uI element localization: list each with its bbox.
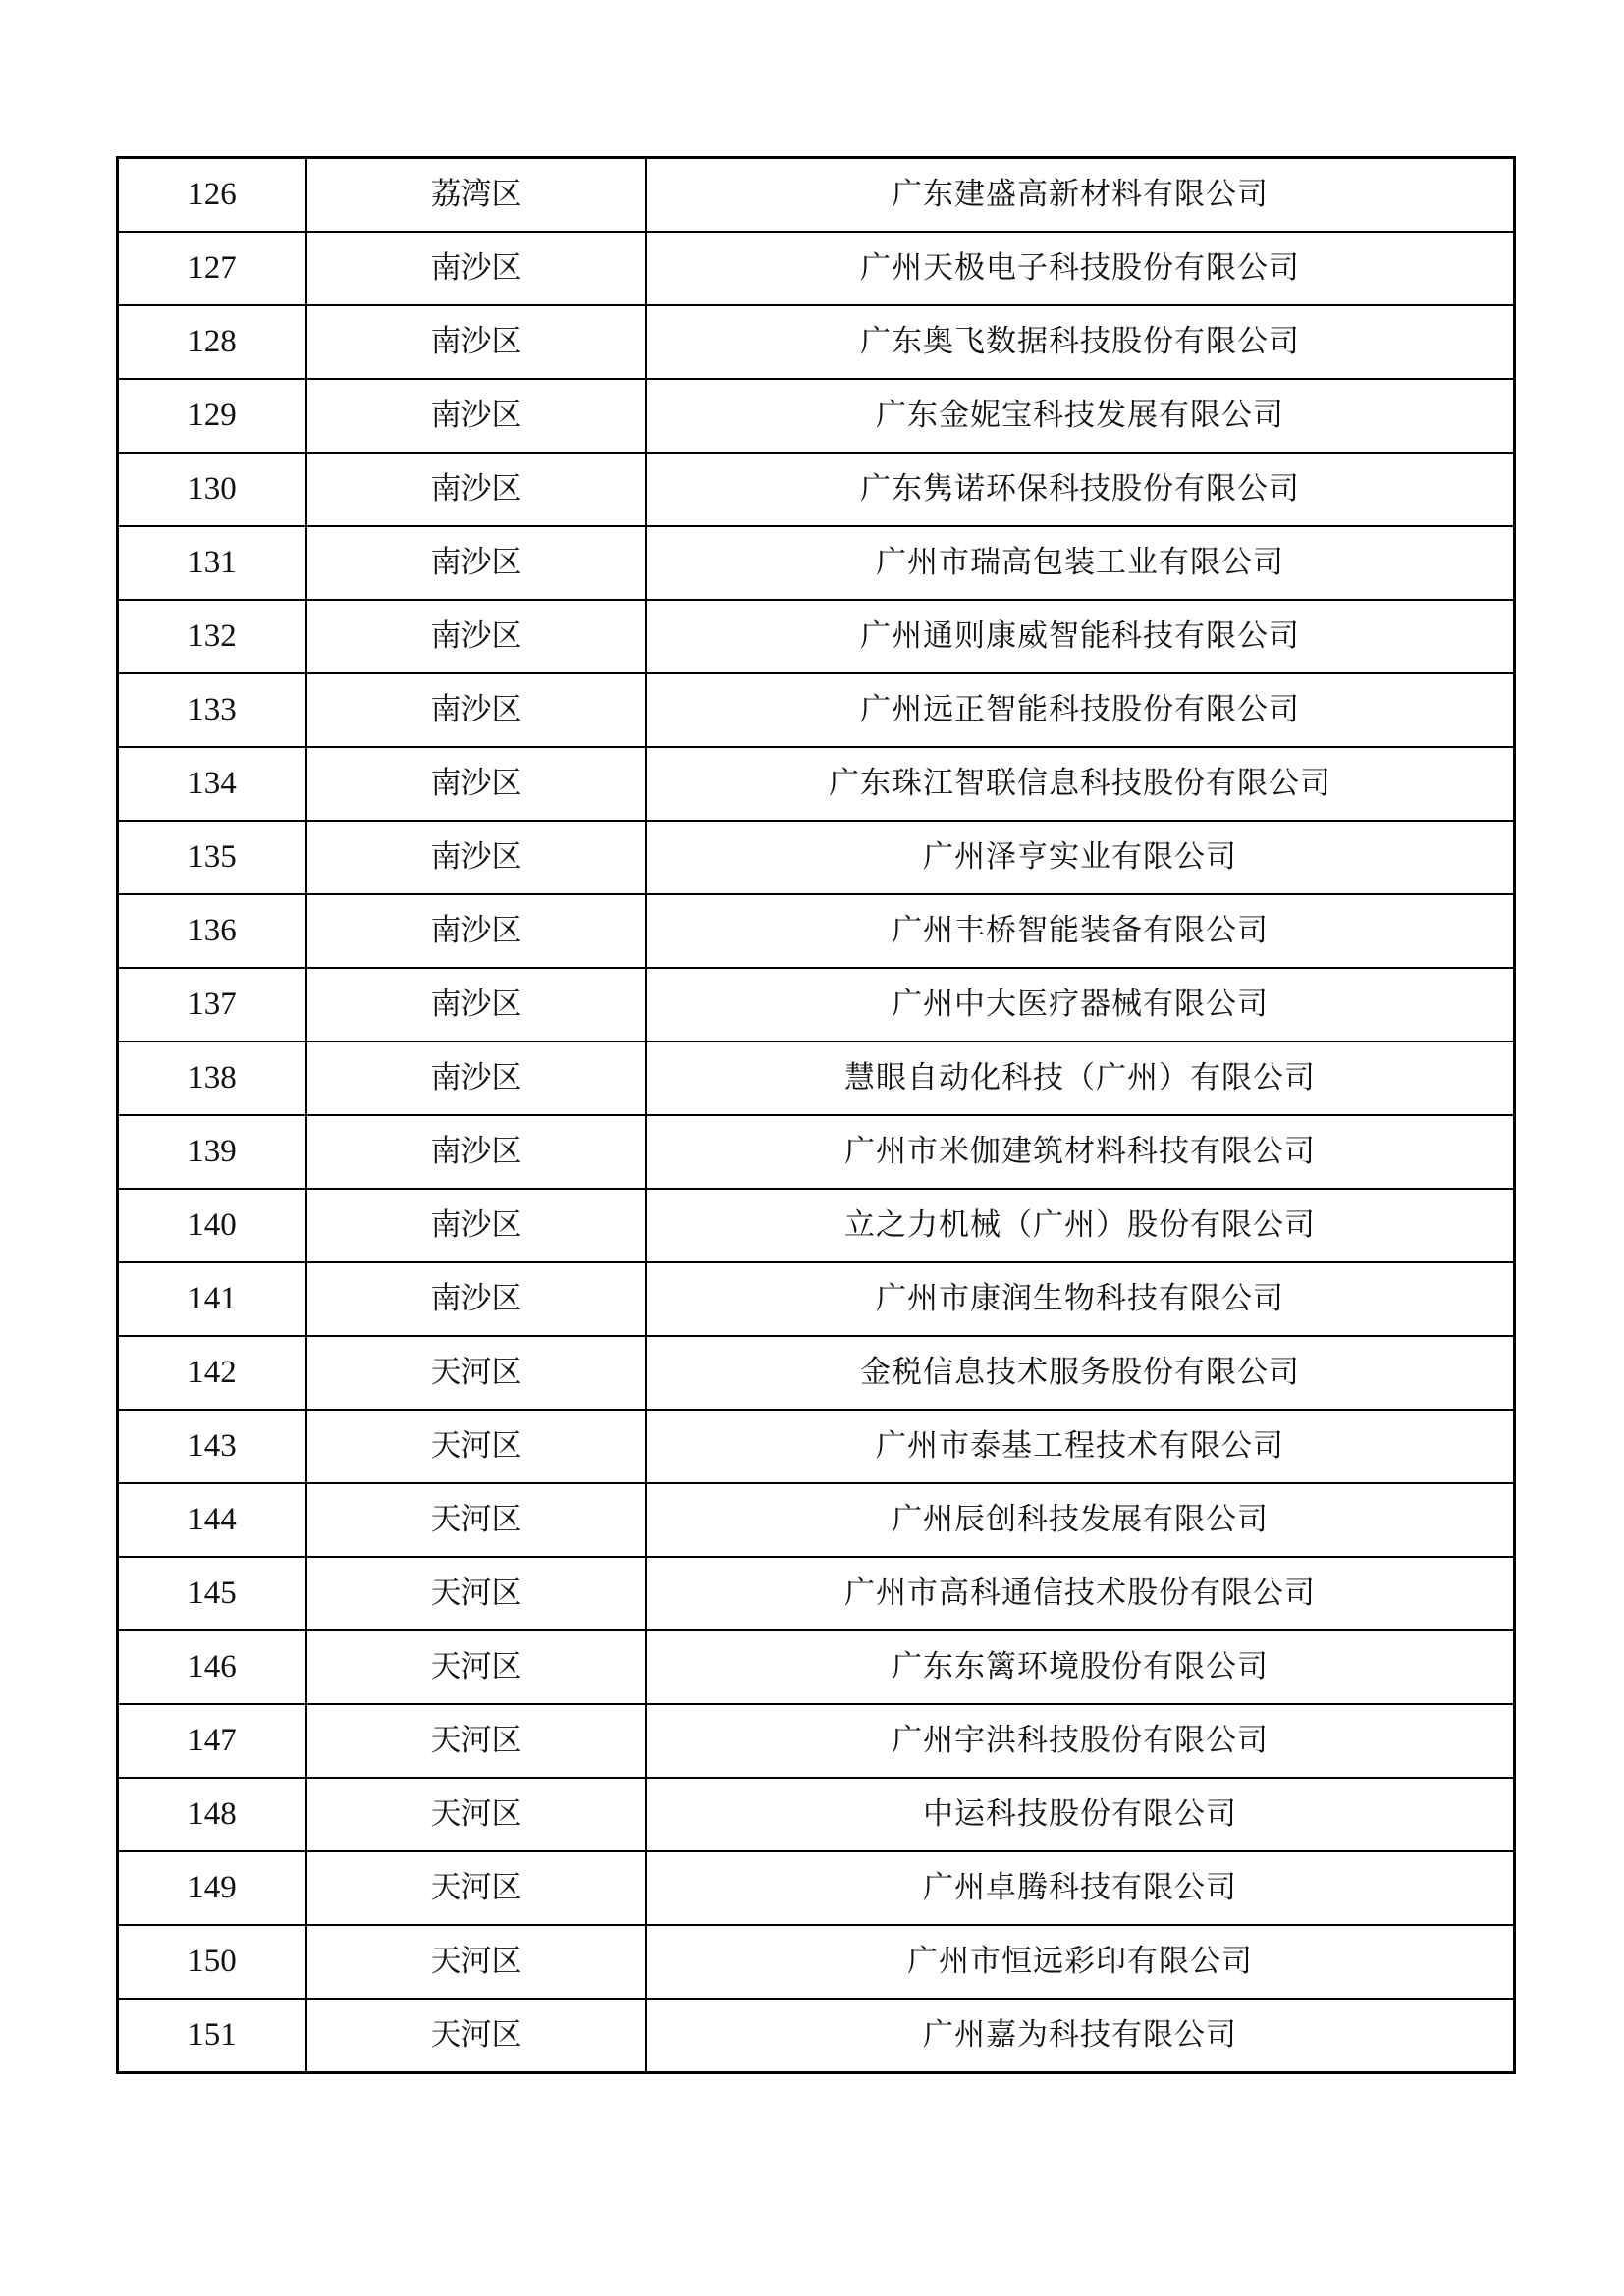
row-number-cell: 126	[118, 158, 307, 233]
district-cell: 南沙区	[306, 1262, 646, 1336]
district-cell: 天河区	[306, 1704, 646, 1778]
district-cell: 天河区	[306, 1410, 646, 1483]
company-list-table	[116, 156, 1516, 2074]
row-number-cell: 127	[118, 232, 307, 305]
row-number-cell: 145	[118, 1557, 307, 1630]
row-number-cell: 148	[118, 1778, 307, 1851]
company-name-cell: 广东隽诺环保科技股份有限公司	[646, 453, 1515, 526]
company-name-cell: 广州市米伽建筑材料科技有限公司	[646, 1115, 1515, 1189]
district-cell: 天河区	[306, 1483, 646, 1557]
district-cell: 天河区	[306, 1925, 646, 1999]
table-row	[118, 1483, 1515, 1557]
row-number-cell: 151	[118, 1999, 307, 2073]
table-row	[118, 453, 1515, 526]
district-cell: 南沙区	[306, 1115, 646, 1189]
company-name-cell: 中运科技股份有限公司	[646, 1778, 1515, 1851]
row-number-cell: 147	[118, 1704, 307, 1778]
row-number-cell: 129	[118, 379, 307, 453]
district-cell: 南沙区	[306, 1189, 646, 1262]
table-row	[118, 379, 1515, 453]
company-name-cell: 广东建盛高新材料有限公司	[646, 158, 1515, 233]
table-row	[118, 1189, 1515, 1262]
table-row	[118, 158, 1515, 233]
district-cell: 天河区	[306, 1778, 646, 1851]
company-name-cell: 广州丰桥智能装备有限公司	[646, 894, 1515, 968]
district-cell: 南沙区	[306, 968, 646, 1041]
row-number-cell: 140	[118, 1189, 307, 1262]
row-number-cell: 130	[118, 453, 307, 526]
table-row	[118, 600, 1515, 673]
company-name-cell: 立之力机械（广州）股份有限公司	[646, 1189, 1515, 1262]
table-row	[118, 747, 1515, 821]
company-name-cell: 广州嘉为科技有限公司	[646, 1999, 1515, 2073]
table-row	[118, 894, 1515, 968]
table-row	[118, 1262, 1515, 1336]
district-cell: 南沙区	[306, 1041, 646, 1115]
company-name-cell: 广州市泰基工程技术有限公司	[646, 1410, 1515, 1483]
district-cell: 天河区	[306, 1999, 646, 2073]
row-number-cell: 143	[118, 1410, 307, 1483]
table-row	[118, 1925, 1515, 1999]
company-name-cell: 广州天极电子科技股份有限公司	[646, 232, 1515, 305]
company-list-body	[118, 158, 1515, 2073]
row-number-cell: 135	[118, 821, 307, 894]
district-cell: 天河区	[306, 1851, 646, 1925]
row-number-cell: 139	[118, 1115, 307, 1189]
district-cell: 南沙区	[306, 379, 646, 453]
company-name-cell: 广州辰创科技发展有限公司	[646, 1483, 1515, 1557]
table-row	[118, 1704, 1515, 1778]
company-name-cell: 慧眼自动化科技（广州）有限公司	[646, 1041, 1515, 1115]
row-number-cell: 134	[118, 747, 307, 821]
company-name-cell: 广州市恒远彩印有限公司	[646, 1925, 1515, 1999]
company-name-cell: 广州市康润生物科技有限公司	[646, 1262, 1515, 1336]
district-cell: 南沙区	[306, 894, 646, 968]
row-number-cell: 146	[118, 1630, 307, 1704]
table-row	[118, 1999, 1515, 2073]
district-cell: 天河区	[306, 1557, 646, 1630]
district-cell: 南沙区	[306, 526, 646, 600]
table-row	[118, 1041, 1515, 1115]
district-cell: 南沙区	[306, 453, 646, 526]
row-number-cell: 133	[118, 673, 307, 747]
company-name-cell: 广州宇洪科技股份有限公司	[646, 1704, 1515, 1778]
row-number-cell: 142	[118, 1336, 307, 1410]
row-number-cell: 150	[118, 1925, 307, 1999]
district-cell: 南沙区	[306, 232, 646, 305]
district-cell: 南沙区	[306, 600, 646, 673]
district-cell: 南沙区	[306, 305, 646, 379]
table-row	[118, 1630, 1515, 1704]
table-row	[118, 1851, 1515, 1925]
table-row	[118, 526, 1515, 600]
table-row	[118, 232, 1515, 305]
row-number-cell: 149	[118, 1851, 307, 1925]
company-name-cell: 广州通则康威智能科技有限公司	[646, 600, 1515, 673]
district-cell: 天河区	[306, 1630, 646, 1704]
table-row	[118, 1778, 1515, 1851]
row-number-cell: 138	[118, 1041, 307, 1115]
row-number-cell: 137	[118, 968, 307, 1041]
table-row	[118, 968, 1515, 1041]
company-name-cell: 广州远正智能科技股份有限公司	[646, 673, 1515, 747]
company-name-cell: 广州市瑞高包装工业有限公司	[646, 526, 1515, 600]
row-number-cell: 144	[118, 1483, 307, 1557]
table-row	[118, 305, 1515, 379]
table-row	[118, 1557, 1515, 1630]
district-cell: 南沙区	[306, 747, 646, 821]
district-cell: 南沙区	[306, 673, 646, 747]
row-number-cell: 131	[118, 526, 307, 600]
table-row	[118, 821, 1515, 894]
row-number-cell: 136	[118, 894, 307, 968]
district-cell: 南沙区	[306, 821, 646, 894]
table-row	[118, 1410, 1515, 1483]
company-name-cell: 广州中大医疗器械有限公司	[646, 968, 1515, 1041]
table-row	[118, 1336, 1515, 1410]
table-row	[118, 1115, 1515, 1189]
company-name-cell: 广州卓腾科技有限公司	[646, 1851, 1515, 1925]
district-cell: 天河区	[306, 1336, 646, 1410]
district-cell: 荔湾区	[306, 158, 646, 233]
company-name-cell: 广东珠江智联信息科技股份有限公司	[646, 747, 1515, 821]
row-number-cell: 132	[118, 600, 307, 673]
company-name-cell: 广东奥飞数据科技股份有限公司	[646, 305, 1515, 379]
company-name-cell: 广东金妮宝科技发展有限公司	[646, 379, 1515, 453]
company-name-cell: 广州泽亨实业有限公司	[646, 821, 1515, 894]
company-name-cell: 广州市高科通信技术股份有限公司	[646, 1557, 1515, 1630]
row-number-cell: 128	[118, 305, 307, 379]
row-number-cell: 141	[118, 1262, 307, 1336]
company-name-cell: 广东东篱环境股份有限公司	[646, 1630, 1515, 1704]
table-row	[118, 673, 1515, 747]
company-name-cell: 金税信息技术服务股份有限公司	[646, 1336, 1515, 1410]
